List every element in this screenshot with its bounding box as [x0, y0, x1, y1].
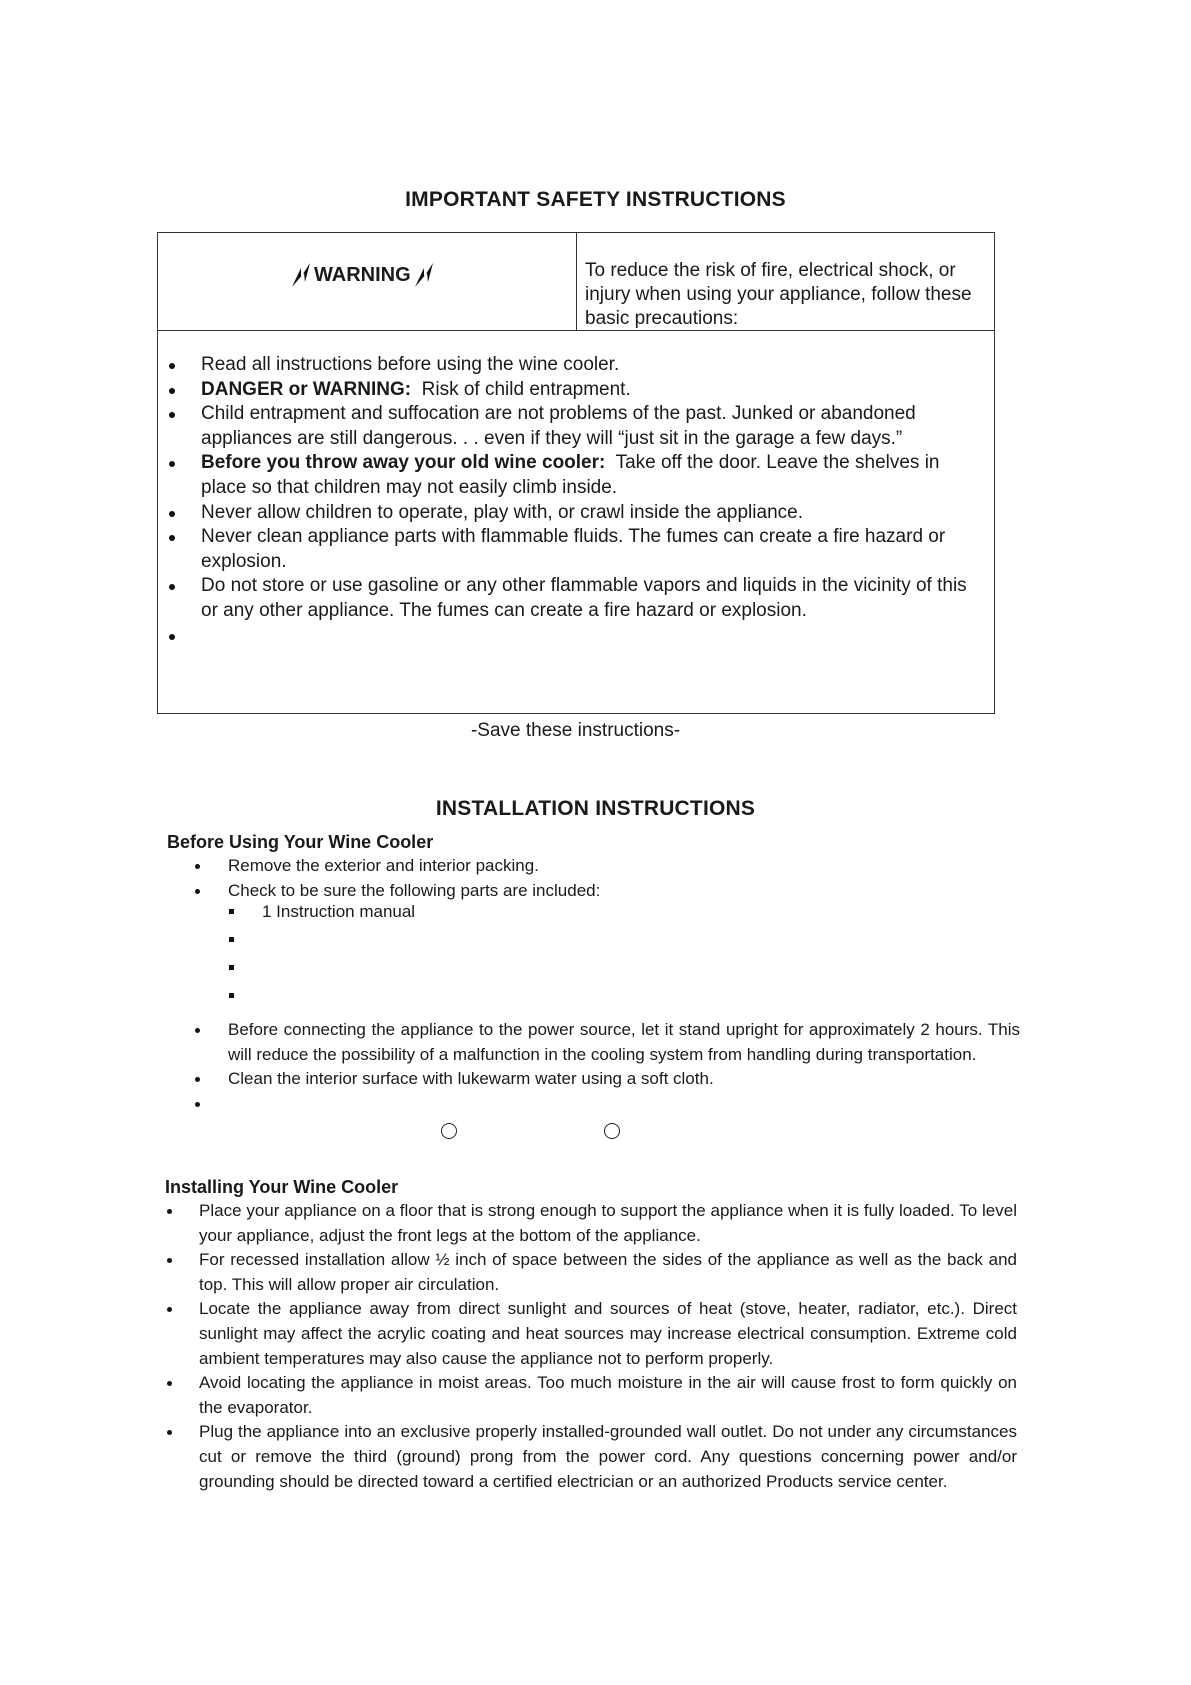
warning-label-cell [158, 233, 577, 330]
part-item-empty [229, 929, 415, 957]
item-text: Read all instructions before using the wine cooler. [201, 354, 620, 375]
item-text: Risk of child entrapment. [421, 378, 631, 400]
installing-heading: Installing Your Wine Cooler [165, 1177, 399, 1197]
lightning-bolt-icon [411, 262, 437, 288]
list-item: Place your appliance on a floor that is strong enough to support the appliance when it is fully loaded. To level your appliance, adjust the front legs at the bottom of the appliance. [167, 1199, 1017, 1248]
list-item [158, 353, 994, 378]
warning-intro: To reduce the risk of fire, electrical shock, or injury when using your appliance, follow these basic precautions: [585, 260, 972, 329]
parts-list [229, 901, 415, 1013]
item-text: Do not store or use gasoline or any other flammable vapors and liquids in the vicinity of this or any other appliance. The fumes can create a fire hazard or explosion. [201, 575, 967, 621]
list-item: Plug the appliance into an exclusive properly installed-grounded wall outlet. Do not under any circumstances cut or remove the third (ground) prong from the power cord. Any questions concerning power and/or grounding should be directed toward a certified electrician or an authorized Products service center. [167, 1420, 1017, 1494]
before-list [195, 854, 1015, 903]
item-lead: Before you throw away your old wine cooler: [201, 452, 606, 474]
list-item [158, 378, 994, 403]
list-item [158, 501, 994, 526]
before-using-heading: Before Using Your Wine Cooler [167, 832, 434, 852]
part-item: 1 Instruction manual [229, 901, 415, 929]
list-item [158, 451, 994, 500]
item-text: Take off the door. Leave the shelves in place so that children may not easily climb inside. [201, 452, 940, 498]
item-text: Never clean appliance parts with flammable fluids. The fumes can create a fire hazard or explosion. [201, 526, 946, 572]
list-item: Before connecting the appliance to the power source, let it stand upright for approximately 2 hours. This will reduce the possibility of a malfunction in the cooling system from handling during transportation. [195, 1018, 1020, 1067]
list-item: Avoid locating the appliance in moist areas. Too much moisture in the air will cause frost to form quickly on the evaporator. [167, 1371, 1017, 1420]
item-text: Never allow children to operate, play with, or crawl inside the appliance. [201, 501, 803, 523]
circle-symbol [441, 1123, 457, 1139]
list-item: For recessed installation allow ½ inch of space between the sides of the appliance as well as the back and top. This will allow proper air circulation. [167, 1248, 1017, 1297]
part-item-empty [229, 957, 415, 985]
before-list-continued [195, 1018, 1020, 1118]
installing-list [167, 1199, 1017, 1494]
list-item-empty [158, 624, 994, 649]
save-note: -Save these instructions- [470, 720, 681, 741]
warning-label [288, 262, 437, 288]
circle-symbol [604, 1123, 620, 1139]
item-text: Child entrapment and suffocation are not problems of the past. Junked or abandoned appliances are still dangerous. . . even if they will “just sit in the garage a few days.” [201, 403, 916, 449]
list-item: Remove the exterior and interior packing. [195, 854, 1015, 879]
list-item [158, 525, 994, 574]
safety-title: IMPORTANT SAFETY INSTRUCTIONS [405, 188, 786, 211]
installation-title: INSTALLATION INSTRUCTIONS [435, 797, 756, 820]
safety-list [158, 353, 994, 648]
warning-header-row [158, 233, 994, 331]
list-item [158, 574, 994, 623]
list-item: Check to be sure the following parts are included: [195, 879, 1015, 904]
warning-box [157, 232, 995, 714]
list-item-empty [195, 1092, 1020, 1118]
list-item: Clean the interior surface with lukewarm water using a soft cloth. [195, 1067, 1020, 1092]
part-item-empty [229, 985, 415, 1013]
warning-label-text: WARNING [314, 263, 411, 286]
list-item [158, 402, 994, 451]
item-lead: DANGER or WARNING: [201, 378, 412, 400]
list-item: Locate the appliance away from direct sunlight and sources of heat (stove, heater, radiator, etc.). Direct sunlight may affect the acrylic coating and heat sources may increase electrical consumption. Extreme cold ambient temperatures may also cause the appliance not to perform properly. [167, 1297, 1017, 1371]
lightning-bolt-icon [288, 262, 314, 288]
